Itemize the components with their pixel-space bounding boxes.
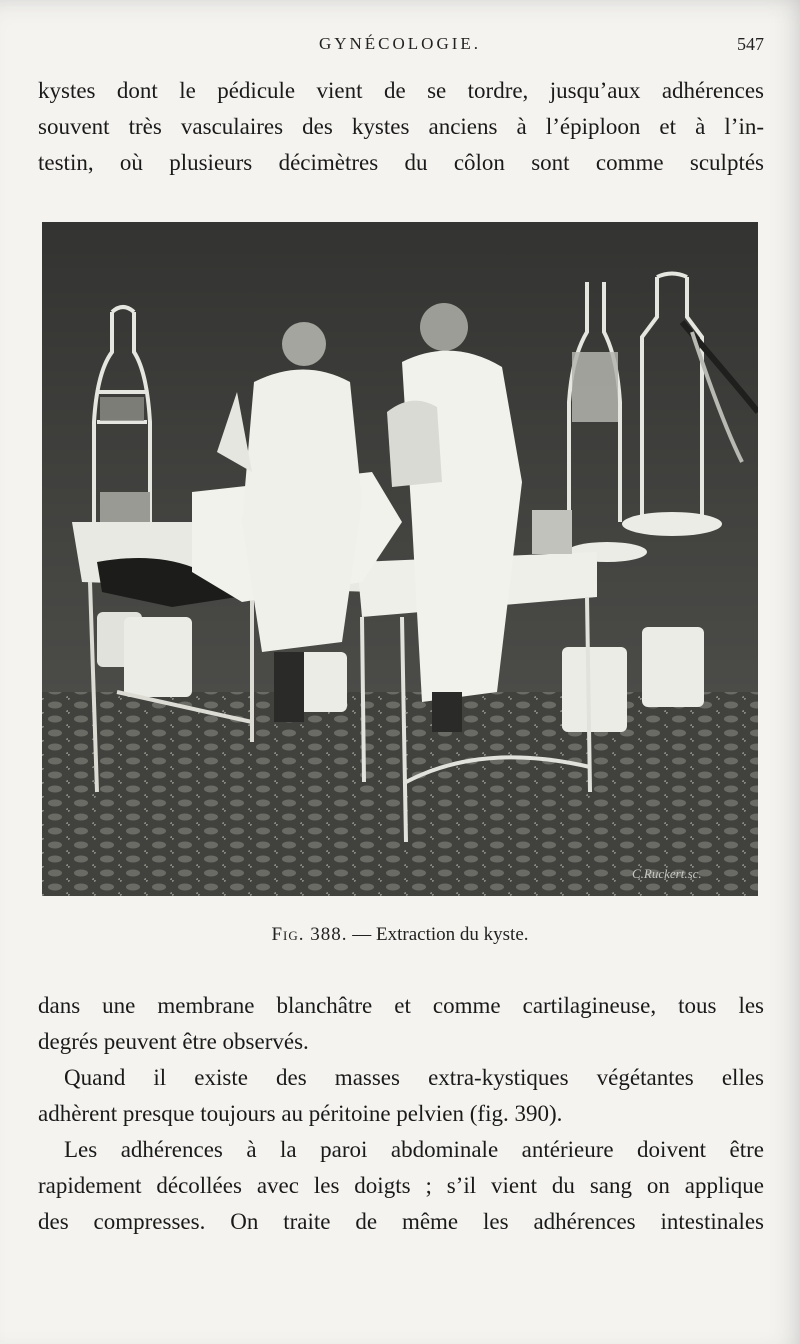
engraver-signature: C.Ruckert.sc.: [632, 866, 702, 881]
text-line: rapidement décollées avec les doigts ; s’il vient du sang on applique: [38, 1173, 764, 1198]
text-line: des compresses. On traite de même les adhérences intestinales: [38, 1209, 764, 1234]
text-line: testin, où plusieurs décimètres du côlon sont comme sculptés: [38, 150, 764, 175]
operating-room-photo: [42, 222, 758, 896]
figure-caption: [0, 924, 800, 946]
text-line: souvent très vasculaires des kystes anciens à l’épiploon et à l’in-: [38, 114, 764, 139]
top-paragraph: [38, 73, 764, 181]
caption-text: Extraction du kyste.: [376, 924, 529, 945]
figure-photograph: [42, 222, 758, 896]
running-title: GYNÉCOLOGIE.: [318, 34, 482, 53]
text-line: degrés peuvent être observés.: [38, 1029, 309, 1054]
text-line: Quand il existe des masses extra-kystiques végétantes elles: [64, 1065, 764, 1090]
caption-separator: —: [347, 924, 377, 945]
text-line: kystes dont le pédicule vient de se tordre, jusqu’aux adhérences: [38, 78, 764, 103]
text-line: adhèrent presque toujours au péritoine pelvien (fig. 390).: [38, 1101, 563, 1126]
bottom-paragraphs: [38, 988, 764, 1240]
text-line: dans une membrane blanchâtre et comme cartilagineuse, tous les: [38, 993, 764, 1018]
text-line: Les adhérences à la paroi abdominale antérieure doivent être: [64, 1137, 764, 1162]
running-head: [0, 34, 800, 56]
figure-label: Fig. 388.: [271, 924, 348, 945]
page-number: 547: [737, 34, 764, 54]
